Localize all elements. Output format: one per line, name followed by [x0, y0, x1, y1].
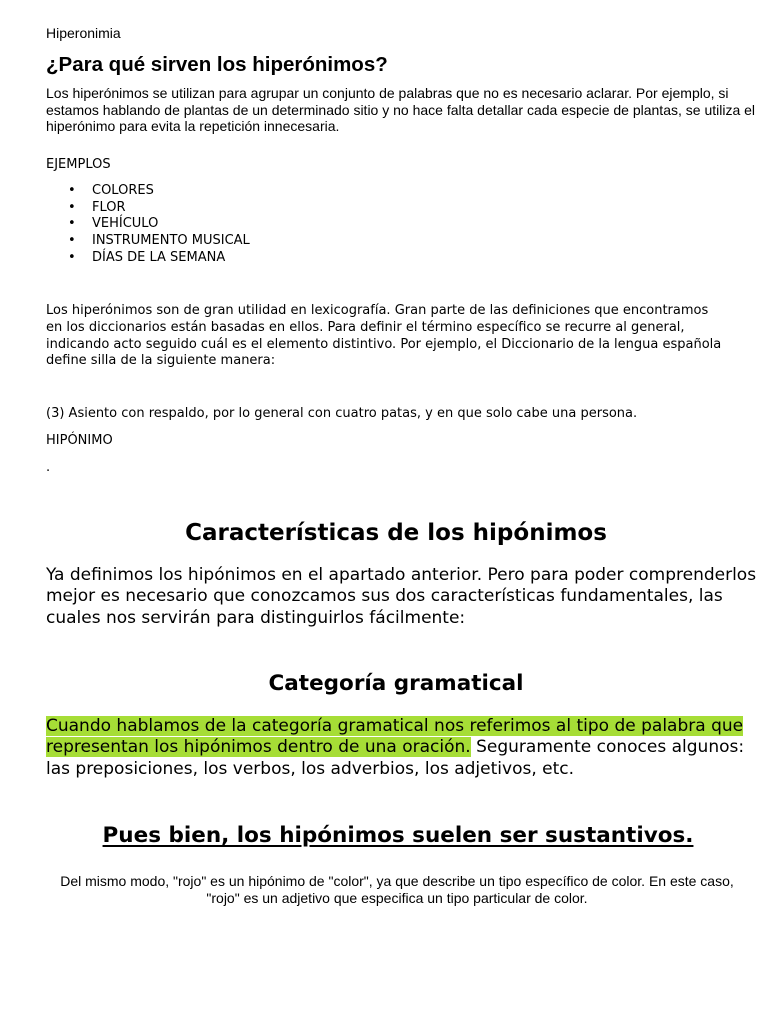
list-item-label: FLOR — [92, 199, 126, 215]
bullet-icon: • — [68, 233, 76, 249]
grammar-category-paragraph — [46, 716, 758, 780]
hiponimo-label: HIPÓNIMO — [46, 433, 113, 448]
bullet-icon: • — [68, 249, 76, 265]
bullet-icon: • — [68, 183, 76, 198]
grammar-category-heading: Categoría gramatical — [268, 671, 524, 696]
paragraph-text: Seguramente conoces algunos: las preposiciones, los verbos, los adverbios, los adjetivos, etc. — [46, 737, 745, 779]
list-item — [46, 250, 250, 267]
question-heading: ¿Para qué sirven los hiperónimos? — [46, 53, 388, 76]
intro-paragraph: Los hiperónimos se utilizan para agrupar un conjunto de palabras que no es necesario aclarar. Por ejemplo, si estamos hablando de plantas de un determinado sitio y no hace falta detallar cada especie de plantas, se utiliza el hiperónimo para evita la repetición innecesaria. — [46, 85, 756, 134]
final-paragraph: Del mismo modo, "rojo" es un hipónimo de "color", ya que describe un tipo específico de color. En este caso, "rojo" es un adjetivo que especifica un tipo particular de color. — [60, 873, 734, 906]
examples-list — [46, 183, 250, 267]
characteristics-heading: Características de los hipónimos — [185, 520, 607, 546]
dot-line: . — [46, 460, 51, 475]
list-item — [46, 233, 250, 250]
bullet-icon: • — [68, 216, 76, 232]
characteristics-paragraph: Ya definimos los hipónimos en el apartado anterior. Pero para poder comprenderlos mejor es necesario que conozcamos sus dos características fundamentales, las cuales nos servirán para distinguirlos fácilmente: — [46, 565, 757, 628]
list-item — [46, 216, 250, 233]
list-item-label: INSTRUMENTO MUSICAL — [92, 233, 250, 249]
list-item-label: VEHÍCULO — [92, 216, 159, 232]
document-label: Hiperonimia — [46, 25, 121, 41]
examples-label: EJEMPLOS — [46, 157, 111, 172]
highlighted-text: Cuando hablamos de la categoría gramatical nos referimos al tipo de palabra que representan los hipónimos dentro de una oración. — [46, 716, 744, 758]
list-item — [46, 183, 250, 200]
lexicography-paragraph: Los hiperónimos son de gran utilidad en lexicografía. Gran parte de las definiciones que encontramos en los diccionarios están basadas en ellos. Para definir el término específico se recurre al general, indicando acto seguido cuál es el elemento distintivo. Por ejemplo, el Diccionario de la lengua española define silla de la siguiente manera: — [46, 303, 722, 369]
list-item-label: DÍAS DE LA SEMANA — [92, 249, 226, 265]
bullet-icon: • — [68, 199, 76, 215]
definition-line: (3) Asiento con respaldo, por lo general con cuatro patas, y en que solo cabe una persona. — [46, 406, 638, 421]
list-item-label: COLORES — [92, 183, 154, 198]
nouns-heading: Pues bien, los hipónimos suelen ser sustantivos. — [102, 823, 694, 848]
list-item — [46, 200, 250, 217]
